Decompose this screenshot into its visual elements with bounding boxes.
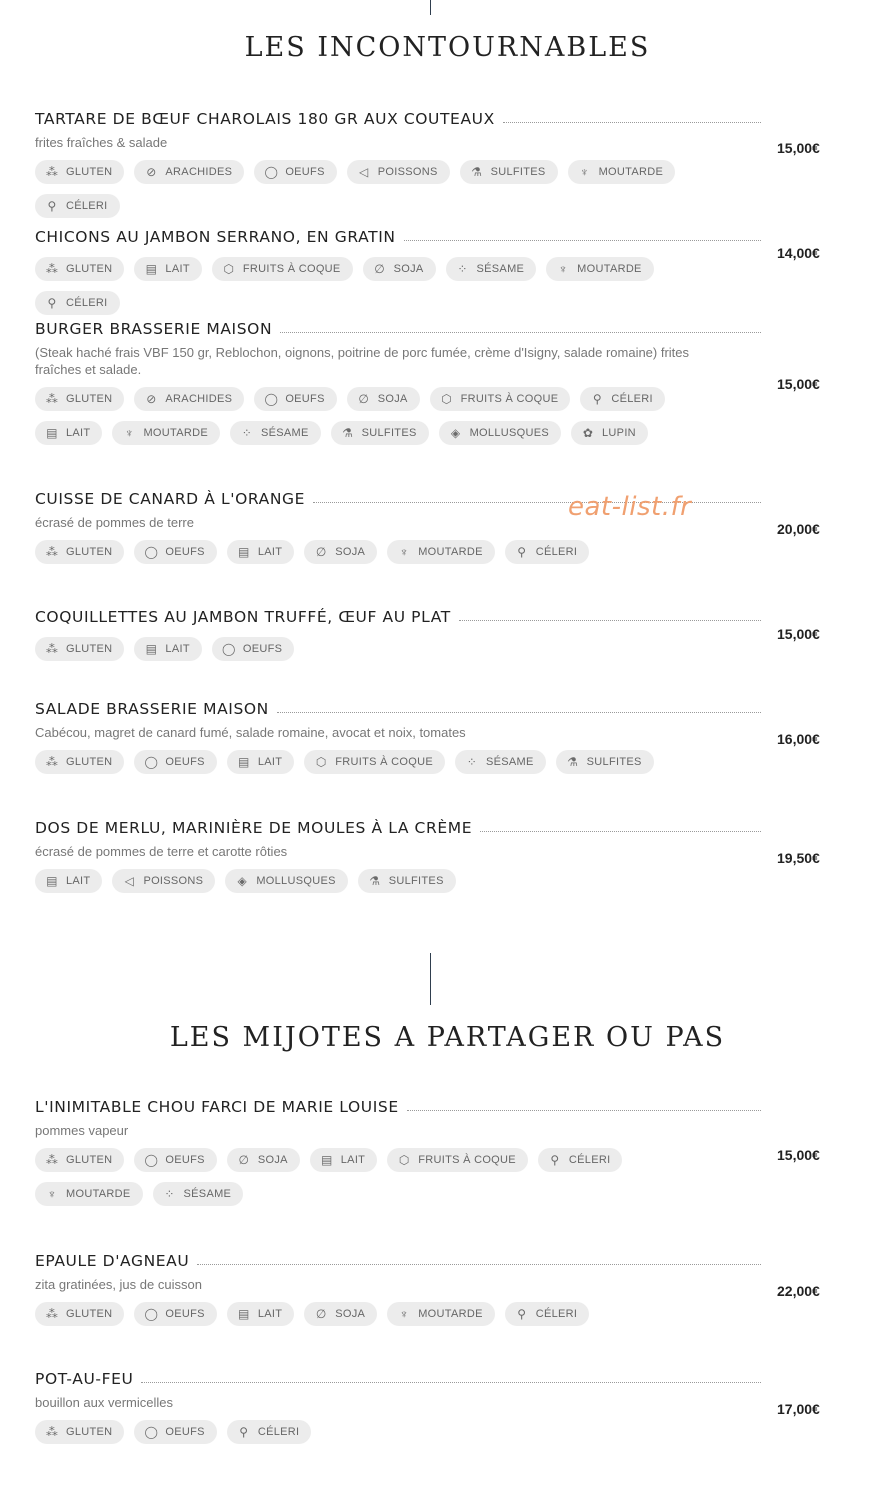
dish-price: 17,00€ <box>777 1401 820 1417</box>
soja-icon: ∅ <box>315 545 327 559</box>
allergen-label: CÉLERI <box>535 1308 578 1320</box>
allergen-tag <box>35 869 102 893</box>
dotted-leader <box>503 122 761 123</box>
soja-icon: ∅ <box>358 392 370 406</box>
allergen-label: LAIT <box>340 1154 366 1166</box>
dotted-leader <box>480 831 761 832</box>
allergen-label: LAIT <box>257 756 283 768</box>
menu-item <box>35 698 825 784</box>
allergen-list <box>35 160 735 228</box>
menu-item-header <box>35 606 761 628</box>
oeufs-icon: ◯ <box>144 1307 159 1321</box>
allergen-tag <box>35 421 102 445</box>
celeri-icon: ⚲ <box>517 1307 527 1321</box>
allergen-label: POISSONS <box>143 875 204 887</box>
allergen-tag <box>134 1148 216 1172</box>
menu-item <box>35 606 825 671</box>
sesame-icon: ⁘ <box>457 262 468 276</box>
allergen-tag <box>230 421 321 445</box>
dish-description: pommes vapeur <box>35 1123 129 1138</box>
oeufs-icon: ◯ <box>144 755 159 769</box>
allergen-label: OEUFS <box>285 166 325 178</box>
celeri-icon: ⚲ <box>517 545 527 559</box>
menu-item-header <box>35 226 761 248</box>
allergen-tag <box>387 1302 495 1326</box>
allergen-label: MOUTARDE <box>418 1308 483 1320</box>
allergen-label: SOJA <box>393 263 424 275</box>
allergen-label: SÉSAME <box>476 263 525 275</box>
sesame-icon: ⁘ <box>241 426 253 440</box>
menu-item <box>35 817 825 903</box>
allergen-label: GLUTEN <box>66 393 113 405</box>
allergen-label: CÉLERI <box>568 1154 611 1166</box>
allergen-label: LAIT <box>257 1308 283 1320</box>
gluten-icon: ⁂ <box>45 1425 59 1439</box>
menu-item <box>35 108 825 228</box>
moutarde-icon: ♆ <box>124 426 135 440</box>
lait-icon: ▤ <box>320 1153 333 1167</box>
fruits-icon: ⬡ <box>398 1153 410 1167</box>
allergen-tag <box>35 637 124 661</box>
gluten-icon: ⁂ <box>45 1307 59 1321</box>
allergen-label: SULFITES <box>361 427 417 439</box>
dish-description: zita gratinées, jus de cuisson <box>35 1277 202 1292</box>
dotted-leader <box>313 502 761 503</box>
gluten-icon: ⁂ <box>45 165 59 179</box>
allergen-label: MOLLUSQUES <box>469 427 550 439</box>
allergen-label: FRUITS À COQUE <box>418 1154 516 1166</box>
allergen-label: ARACHIDES <box>165 166 233 178</box>
allergen-label: GLUTEN <box>66 643 113 655</box>
dish-name: EPAULE D'AGNEAU <box>35 1252 190 1270</box>
menu-item <box>35 1250 825 1336</box>
allergen-tag <box>134 540 216 564</box>
allergen-tag <box>347 160 450 184</box>
allergen-label: GLUTEN <box>66 1308 113 1320</box>
sulfites-icon: ⚗ <box>471 165 483 179</box>
oeufs-icon: ◯ <box>144 1425 159 1439</box>
fruits-icon: ⬡ <box>441 392 453 406</box>
allergen-label: GLUTEN <box>66 756 113 768</box>
allergen-label: GLUTEN <box>66 546 113 558</box>
fruits-icon: ⬡ <box>223 262 235 276</box>
sulfites-icon: ⚗ <box>369 874 381 888</box>
celeri-icon: ⚲ <box>592 392 602 406</box>
allergen-tag <box>225 869 347 893</box>
menu-item-header <box>35 318 761 340</box>
allergen-tag <box>227 540 294 564</box>
dish-description: frites fraîches & salade <box>35 135 168 150</box>
allergen-label: OEUFS <box>242 643 283 655</box>
allergen-tag <box>35 750 124 774</box>
allergen-label: SOJA <box>257 1154 288 1166</box>
allergen-tag <box>35 387 124 411</box>
allergen-tag <box>310 1148 377 1172</box>
fruits-icon: ⬡ <box>315 755 327 769</box>
allergen-tag <box>254 160 336 184</box>
gluten-icon: ⁂ <box>45 262 59 276</box>
dotted-leader <box>277 712 761 713</box>
mollusques-icon: ◈ <box>237 874 248 888</box>
celeri-icon: ⚲ <box>550 1153 560 1167</box>
dish-description: bouillon aux vermicelles <box>35 1395 174 1410</box>
dish-name: CUISSE DE CANARD À L'ORANGE <box>35 490 306 508</box>
dotted-leader <box>404 240 761 241</box>
allergen-tag <box>227 1302 294 1326</box>
oeufs-icon: ◯ <box>264 165 279 179</box>
oeufs-icon: ◯ <box>264 392 279 406</box>
sesame-icon: ⁘ <box>164 1187 175 1201</box>
allergen-label: SÉSAME <box>183 1188 232 1200</box>
lait-icon: ▤ <box>145 262 158 276</box>
allergen-tag <box>430 387 571 411</box>
allergen-label: OEUFS <box>285 393 325 405</box>
allergen-tag <box>227 1420 312 1444</box>
gluten-icon: ⁂ <box>45 1153 59 1167</box>
moutarde-icon: ♆ <box>558 262 568 276</box>
allergen-list <box>35 257 735 325</box>
allergen-label: OEUFS <box>165 1426 205 1438</box>
dish-price: 15,00€ <box>777 140 820 156</box>
allergen-tag <box>363 257 436 281</box>
allergen-tag <box>35 1302 124 1326</box>
allergen-label: MOUTARDE <box>143 427 208 439</box>
allergen-tag <box>134 160 244 184</box>
allergen-label: MOUTARDE <box>418 546 483 558</box>
allergen-tag <box>35 194 120 218</box>
allergen-label: CÉLERI <box>257 1426 300 1438</box>
allergen-tag <box>35 257 124 281</box>
allergen-label: LAIT <box>257 546 283 558</box>
allergen-tag <box>387 1148 528 1172</box>
allergen-tag <box>134 637 201 661</box>
allergen-tag <box>347 387 420 411</box>
allergen-tag <box>568 160 676 184</box>
allergen-tag <box>455 750 546 774</box>
allergen-label: LAIT <box>165 643 190 655</box>
allergen-tag <box>112 421 220 445</box>
allergen-label: GLUTEN <box>66 1426 113 1438</box>
section-divider-line <box>430 953 431 1005</box>
allergen-label: LUPIN <box>602 427 636 439</box>
dish-price: 14,00€ <box>777 245 820 261</box>
lait-icon: ▤ <box>145 642 158 656</box>
gluten-icon: ⁂ <box>45 545 59 559</box>
celeri-icon: ⚲ <box>47 199 57 213</box>
allergen-tag <box>439 421 561 445</box>
allergen-label: MOUTARDE <box>598 166 664 178</box>
mollusques-icon: ◈ <box>450 426 461 440</box>
lait-icon: ▤ <box>238 755 250 769</box>
lait-icon: ▤ <box>238 1307 250 1321</box>
menu-item-header <box>35 1250 761 1272</box>
allergen-label: SÉSAME <box>485 756 534 768</box>
allergen-tag <box>227 1148 300 1172</box>
dish-name: BURGER BRASSERIE MAISON <box>35 320 273 338</box>
allergen-list <box>35 750 735 784</box>
allergen-label: CÉLERI <box>535 546 578 558</box>
lupin-icon: ✿ <box>582 426 594 440</box>
poissons-icon: ◁ <box>124 874 135 888</box>
allergen-label: SULFITES <box>586 756 642 768</box>
celeri-icon: ⚲ <box>239 1425 249 1439</box>
gluten-icon: ⁂ <box>45 392 59 406</box>
allergen-tag <box>227 750 294 774</box>
allergen-label: OEUFS <box>165 756 205 768</box>
sesame-icon: ⁘ <box>466 755 478 769</box>
allergen-label: ARACHIDES <box>165 393 233 405</box>
menu-item <box>35 226 825 325</box>
allergen-list <box>35 540 735 574</box>
allergen-list <box>35 637 735 671</box>
allergen-tag <box>304 540 377 564</box>
allergen-label: GLUTEN <box>66 1154 113 1166</box>
arachides-icon: ⊘ <box>146 165 157 179</box>
menu-item <box>35 318 825 455</box>
allergen-tag <box>446 257 537 281</box>
dish-name: SALADE BRASSERIE MAISON <box>35 700 269 718</box>
allergen-label: SOJA <box>335 1308 366 1320</box>
allergen-label: OEUFS <box>165 1308 205 1320</box>
soja-icon: ∅ <box>315 1307 327 1321</box>
top-divider-line <box>430 0 431 15</box>
allergen-tag <box>505 540 590 564</box>
allergen-tag <box>580 387 665 411</box>
allergen-label: GLUTEN <box>66 263 113 275</box>
allergen-tag <box>571 421 648 445</box>
oeufs-icon: ◯ <box>221 642 236 656</box>
dish-name: DOS DE MERLU, MARINIÈRE DE MOULES À LA CRÈME <box>35 819 473 837</box>
allergen-label: LAIT <box>66 427 91 439</box>
moutarde-icon: ♆ <box>399 1307 409 1321</box>
gluten-icon: ⁂ <box>45 642 59 656</box>
allergen-label: GLUTEN <box>66 166 113 178</box>
allergen-list <box>35 387 735 455</box>
menu-item <box>35 1368 825 1454</box>
allergen-tag <box>35 291 120 315</box>
dotted-leader <box>141 1382 761 1383</box>
allergen-tag <box>387 540 495 564</box>
dish-description: écrasé de pommes de terre <box>35 515 194 530</box>
allergen-label: LAIT <box>66 875 91 887</box>
dish-description: écrasé de pommes de terre et carotte rôties <box>35 844 288 859</box>
section-title-incontournables: LES INCONTOURNABLES <box>244 32 651 63</box>
dish-price: 20,00€ <box>777 521 820 537</box>
lait-icon: ▤ <box>238 545 250 559</box>
dish-description: (Steak haché frais VBF 150 gr, Reblochon, oignons, poitrine de porc fumée, crème d'Isigny, salade romaine) frites fraîches et salade. <box>35 345 690 377</box>
menu-item <box>35 1096 825 1216</box>
allergen-tag <box>134 750 216 774</box>
soja-icon: ∅ <box>238 1153 250 1167</box>
dish-description: Cabécou, magret de canard fumé, salade romaine, avocat et noix, tomates <box>35 725 466 740</box>
allergen-tag <box>35 1420 124 1444</box>
soja-icon: ∅ <box>374 262 385 276</box>
allergen-tag <box>331 421 429 445</box>
allergen-list <box>35 869 735 903</box>
allergen-tag <box>112 869 215 893</box>
dish-name: TARTARE DE BŒUF CHAROLAIS 180 GR AUX COUTEAUX <box>35 110 495 128</box>
allergen-tag <box>35 540 124 564</box>
allergen-label: SULFITES <box>388 875 444 887</box>
allergen-tag <box>358 869 456 893</box>
dish-name: CHICONS AU JAMBON SERRANO, EN GRATIN <box>35 228 396 246</box>
poissons-icon: ◁ <box>358 165 369 179</box>
allergen-tag <box>212 637 294 661</box>
allergen-tag <box>505 1302 590 1326</box>
allergen-tag <box>254 387 336 411</box>
allergen-label: MOLLUSQUES <box>256 875 336 887</box>
allergen-label: OEUFS <box>165 546 205 558</box>
dish-name: POT-AU-FEU <box>35 1370 134 1388</box>
dish-price: 15,00€ <box>777 376 820 392</box>
allergen-tag <box>134 387 244 411</box>
allergen-label: SOJA <box>377 393 408 405</box>
dish-price: 15,00€ <box>777 1147 820 1163</box>
allergen-tag <box>153 1182 244 1206</box>
dotted-leader <box>280 332 761 333</box>
dotted-leader <box>407 1110 761 1111</box>
allergen-label: MOUTARDE <box>577 263 642 275</box>
sulfites-icon: ⚗ <box>567 755 579 769</box>
allergen-label: LAIT <box>165 263 190 275</box>
arachides-icon: ⊘ <box>146 392 157 406</box>
allergen-label: SOJA <box>335 546 366 558</box>
allergen-tag <box>460 160 558 184</box>
menu-item-header <box>35 1096 761 1118</box>
moutarde-icon: ♆ <box>47 1187 57 1201</box>
dish-name: L'INIMITABLE CHOU FARCI DE MARIE LOUISE <box>35 1098 399 1116</box>
moutarde-icon: ♆ <box>579 165 590 179</box>
allergen-label: FRUITS À COQUE <box>335 756 433 768</box>
dish-price: 22,00€ <box>777 1283 820 1299</box>
allergen-tag <box>546 257 654 281</box>
allergen-tag <box>304 750 445 774</box>
dish-name: COQUILLETTES AU JAMBON TRUFFÉ, ŒUF AU PLAT <box>35 608 451 626</box>
allergen-tag <box>35 1148 124 1172</box>
menu-item-header <box>35 108 761 130</box>
allergen-tag <box>134 1302 216 1326</box>
allergen-label: MOUTARDE <box>66 1188 131 1200</box>
allergen-tag <box>134 257 201 281</box>
moutarde-icon: ♆ <box>399 545 409 559</box>
allergen-list <box>35 1148 735 1216</box>
allergen-tag <box>538 1148 623 1172</box>
watermark: eat-list.fr <box>568 492 692 522</box>
allergen-tag <box>35 160 124 184</box>
lait-icon: ▤ <box>46 874 58 888</box>
oeufs-icon: ◯ <box>144 545 159 559</box>
allergen-list <box>35 1420 735 1454</box>
dish-price: 16,00€ <box>777 731 820 747</box>
menu-item-header <box>35 698 761 720</box>
allergen-label: FRUITS À COQUE <box>242 263 341 275</box>
allergen-tag <box>212 257 353 281</box>
allergen-tag <box>304 1302 377 1326</box>
allergen-tag <box>35 1182 143 1206</box>
allergen-list <box>35 1302 735 1336</box>
allergen-label: SÉSAME <box>260 427 309 439</box>
dish-price: 15,00€ <box>777 626 820 642</box>
celeri-icon: ⚲ <box>47 296 57 310</box>
allergen-label: CÉLERI <box>66 297 108 309</box>
allergen-tag <box>556 750 654 774</box>
allergen-label: CÉLERI <box>611 393 653 405</box>
gluten-icon: ⁂ <box>45 755 59 769</box>
allergen-label: CÉLERI <box>66 200 108 212</box>
section-title-mijotes: LES MIJOTES A PARTAGER OU PAS <box>169 1022 726 1053</box>
allergen-label: FRUITS À COQUE <box>460 393 559 405</box>
allergen-label: SULFITES <box>490 166 546 178</box>
menu-item <box>35 488 825 574</box>
dotted-leader <box>197 1264 761 1265</box>
sulfites-icon: ⚗ <box>342 426 354 440</box>
allergen-tag <box>134 1420 216 1444</box>
allergen-label: OEUFS <box>165 1154 205 1166</box>
dish-price: 19,50€ <box>777 850 820 866</box>
menu-item-header <box>35 817 761 839</box>
oeufs-icon: ◯ <box>144 1153 159 1167</box>
menu-item-header <box>35 1368 761 1390</box>
dotted-leader <box>459 620 761 621</box>
lait-icon: ▤ <box>46 426 58 440</box>
allergen-label: POISSONS <box>377 166 438 178</box>
